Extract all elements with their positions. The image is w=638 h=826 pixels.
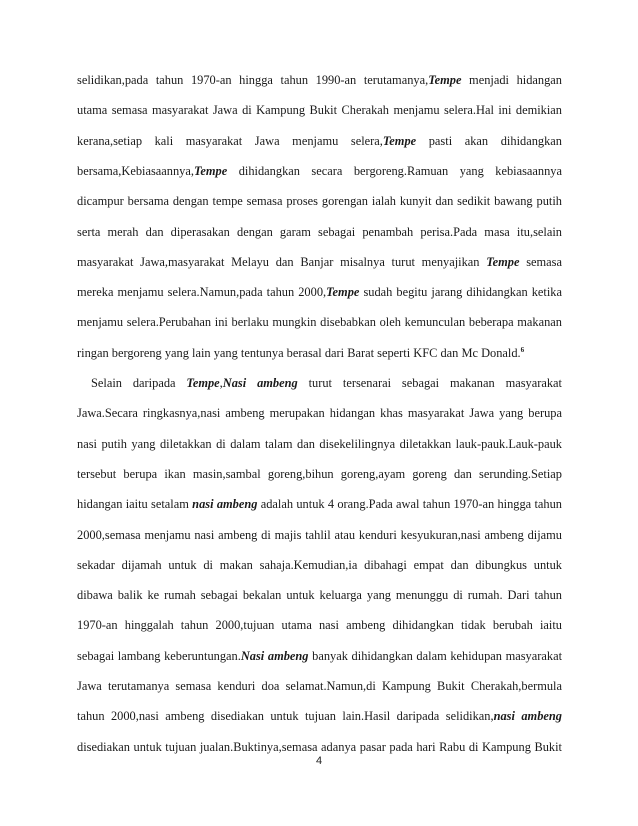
text-run: menjamu selera.Perubahan ini berlaku mungkin disebabkan oleh kemunculan beberapa makanan bbox=[77, 315, 562, 330]
text-line bbox=[77, 557, 562, 573]
text-run: 1970-an hinggalah tahun 2000,tujuan utama nasi ambeng dihidangkan tidak berubah iaitu bbox=[77, 618, 562, 633]
text-line bbox=[77, 587, 562, 603]
text-line bbox=[77, 648, 562, 664]
text-run: dibawa balik ke rumah sebagai bekalan untuk keluarga yang menunggu di rumah. Dari tahun bbox=[77, 588, 562, 603]
text-run: pasti akan dihidangkan bbox=[416, 133, 562, 148]
footnote-marker: 6 bbox=[520, 345, 525, 354]
text-line bbox=[77, 254, 562, 270]
text-run: Jawa terutamanya semasa kenduri doa selamat.Namun,di Kampung Bukit Cherakah,bermula bbox=[77, 679, 562, 693]
text-line bbox=[77, 527, 562, 543]
text-run: Jawa.Secara ringkasnya,nasi ambeng merupakan hidangan khas masyarakat Jawa yang berupa bbox=[77, 406, 562, 421]
text-run: 2000,semasa menjamu nasi ambeng di majis tahlil atau kenduri kesyukuran,nasi ambeng dijamu bbox=[77, 527, 562, 542]
text-run: menjadi hidangan bbox=[461, 73, 562, 87]
page-number: 4 bbox=[315, 755, 323, 767]
text-run: hidangan iaitu setalam bbox=[77, 497, 193, 512]
text-run: banyak dihidangkan dalam kehidupan masyarakat bbox=[308, 648, 563, 663]
text-run: disediakan untuk tujuan jualan.Buktinya,semasa adanya pasar pada hari Rabu di Kampung Bukit bbox=[77, 739, 562, 754]
text-line bbox=[77, 739, 562, 755]
text-run: nasi putih yang diletakkan di dalam talam dan disekelilingnya diletakkan lauk-pauk.Lauk-pauk bbox=[77, 436, 562, 451]
text-line bbox=[77, 617, 562, 633]
emphasis-term: Nasi ambeng bbox=[240, 648, 309, 663]
text-line bbox=[77, 163, 562, 179]
text-run: semasa bbox=[519, 254, 562, 269]
emphasis-term: nasi ambeng bbox=[192, 497, 258, 512]
text-run: sekadar dijamah untuk di makan sahaja.Kemudian,ia dibahagi empat dan dibungkus untuk bbox=[77, 557, 562, 572]
text-line bbox=[77, 405, 562, 421]
emphasis-term: Tempe bbox=[486, 254, 520, 269]
text-run: ringan bergoreng yang lain yang tentunya berasal dari Barat seperti KFC dan Mc Donald. bbox=[77, 345, 521, 360]
text-line bbox=[77, 466, 562, 482]
emphasis-term: Tempe bbox=[186, 376, 220, 390]
text-run: dicampur bersama dengan tempe semasa proses gorengan ialah kunyit dan sedikit bawang putih bbox=[77, 194, 562, 209]
emphasis-term: Tempe bbox=[193, 163, 228, 178]
text-line bbox=[77, 345, 562, 361]
text-line bbox=[77, 72, 562, 88]
text-run: masyarakat Jawa,masyarakat Melayu dan Banjar misalnya turut menyajikan bbox=[77, 254, 487, 269]
emphasis-term: Nasi ambeng bbox=[222, 376, 298, 390]
text-run: bersama,Kebiasaannya, bbox=[77, 163, 194, 178]
text-line bbox=[91, 375, 562, 391]
text-line bbox=[77, 133, 562, 149]
text-line bbox=[77, 102, 562, 118]
text-run: adalah untuk 4 orang.Pada awal tahun 1970-an hingga tahun bbox=[257, 497, 562, 512]
text-line bbox=[77, 284, 562, 300]
text-run: serta merah dan diperasakan dengan garam sebagai penambah perisa.Pada masa itu,selain bbox=[77, 224, 562, 239]
text-run: mereka menjamu selera.Namun,pada tahun 2000, bbox=[77, 285, 327, 300]
text-line bbox=[77, 436, 562, 452]
text-run: selidikan,pada tahun 1970-an hingga tahun 1990-an terutamanya, bbox=[77, 73, 429, 87]
text-run: utama semasa masyarakat Jawa di Kampung Bukit Cherakah menjamu selera.Hal ini demikian bbox=[77, 103, 562, 118]
emphasis-term: nasi ambeng bbox=[493, 709, 562, 724]
text-run: , bbox=[219, 376, 223, 390]
text-run: kerana,setiap kali masyarakat Jawa menjamu selera, bbox=[77, 133, 383, 148]
text-run: tahun 2000,nasi ambeng disediakan untuk tujuan lain.Hasil daripada selidikan, bbox=[77, 709, 494, 724]
text-line bbox=[77, 708, 562, 724]
text-line bbox=[77, 314, 562, 330]
text-run: sebagai lambang keberuntungan. bbox=[77, 648, 241, 663]
emphasis-term: Tempe bbox=[382, 133, 417, 148]
text-run: turut tersenarai sebagai makanan masyarakat bbox=[297, 376, 562, 390]
emphasis-term: Tempe bbox=[428, 73, 462, 87]
text-run: Selain daripada bbox=[91, 376, 187, 390]
emphasis-term: Tempe bbox=[326, 285, 360, 300]
text-line bbox=[77, 678, 562, 694]
text-line bbox=[77, 193, 562, 209]
text-line bbox=[77, 496, 562, 512]
text-run: dihidangkan secara bergoreng.Ramuan yang kebiasaannya bbox=[227, 163, 562, 178]
text-run: sudah begitu jarang dihidangkan ketika bbox=[359, 285, 562, 300]
text-run: tersebut berupa ikan masin,sambal goreng,bihun goreng,ayam goreng dan serunding.Setiap bbox=[77, 466, 562, 481]
text-line bbox=[77, 224, 562, 240]
